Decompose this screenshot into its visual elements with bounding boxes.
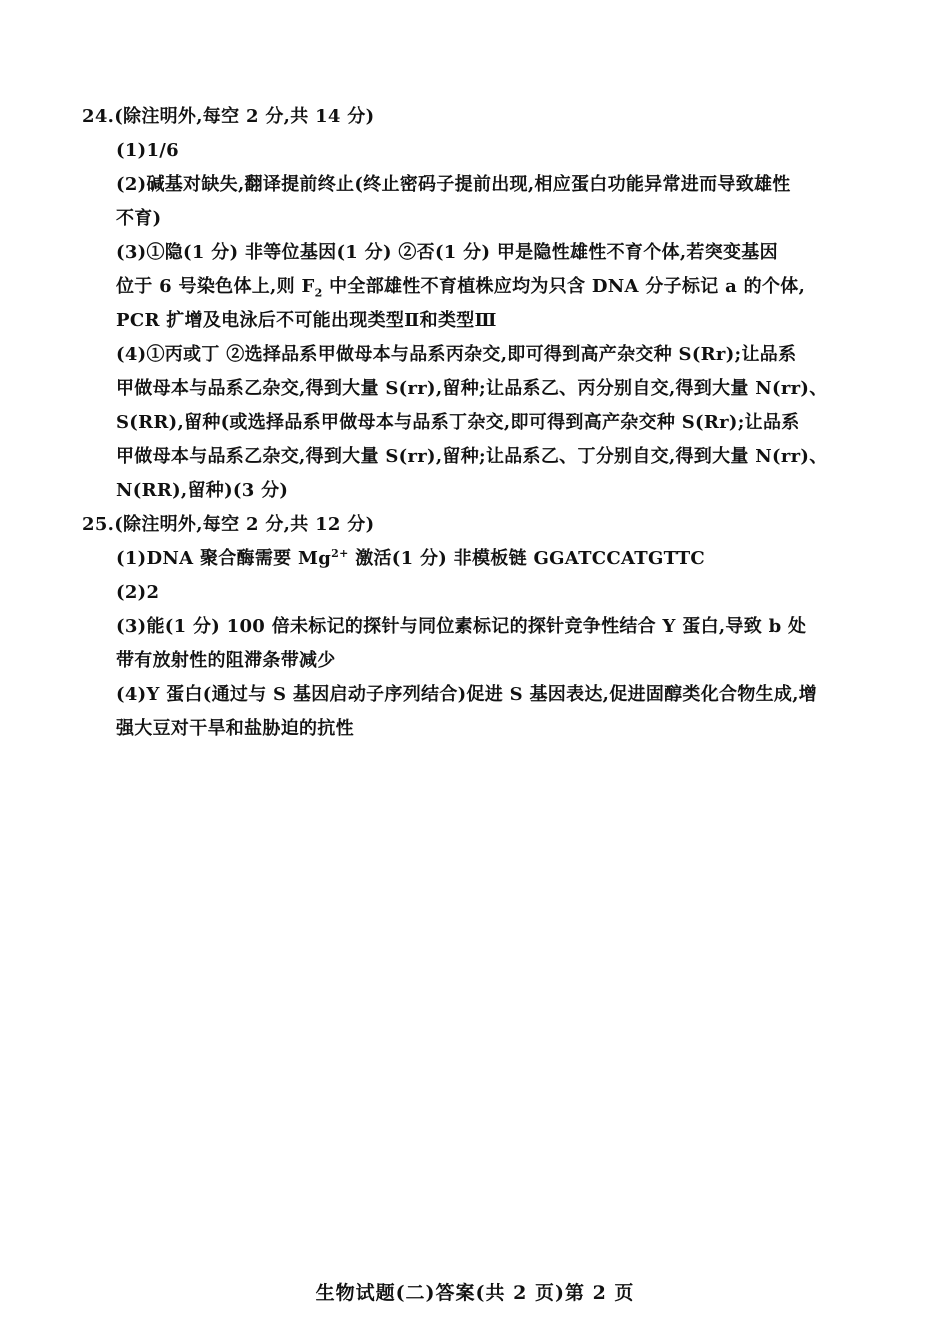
q25-answer-3-line-2: 带有放射性的阻滞条带减少 xyxy=(116,650,336,671)
q24-answer-2-line-2: 不育) xyxy=(116,208,162,229)
q24-answer-3-line-2-pre: 位于 6 号染色体上,则 F xyxy=(116,276,315,297)
q25-header: 25.(除注明外,每空 2 分,共 12 分) xyxy=(82,514,375,535)
answer-content xyxy=(82,100,860,746)
q24-answer-1: (1)1/6 xyxy=(116,140,179,161)
mg-superscript: 2+ xyxy=(331,547,349,560)
q25-answer-1-post: 激活(1 分) 非模板链 GGATCCATGTTC xyxy=(348,548,706,569)
q25-answer-4-line-2: 强大豆对干旱和盐胁迫的抗性 xyxy=(116,718,354,739)
q24-answer-4-line-3: S(RR),留种(或选择品系甲做母本与品系丁杂交,即可得到高产杂交种 S(Rr);让品系 xyxy=(116,412,800,433)
q25-answer-4-line-1: (4)Y 蛋白(通过与 S 基因启动子序列结合)促进 S 基因表达,促进固醇类化合物生成,增 xyxy=(116,684,818,705)
q24-answer-3-line-3: PCR 扩增及电泳后不可能出现类型Ⅱ和类型Ⅲ xyxy=(116,310,497,331)
q24-answer-4-line-5: N(RR),留种)(3 分) xyxy=(116,480,289,501)
q25-answer-1-pre: (1)DNA 聚合酶需要 Mg xyxy=(116,548,332,569)
q24-answer-4-line-4: 甲做母本与品系乙杂交,得到大量 S(rr),留种;让品系乙、丁分别自交,得到大量 N(rr)、 xyxy=(116,446,828,467)
q24-answer-3-line-1: (3)①隐(1 分) 非等位基因(1 分) ②否(1 分) 甲是隐性雄性不育个体,若突变基因 xyxy=(116,242,778,263)
q24-answer-3-line-2-post: 中全部雄性不育植株应均为只含 DNA 分子标记 a 的个体, xyxy=(322,276,806,297)
q24-answer-3-line-2 xyxy=(82,270,860,304)
q24-answer-2-line-1: (2)碱基对缺失,翻译提前终止(终止密码子提前出现,相应蛋白功能异常进而导致雄性 xyxy=(116,174,791,195)
q25-answer-3-line-1: (3)能(1 分) 100 倍未标记的探针与同位素标记的探针竞争性结合 Y 蛋白,导致 b 处 xyxy=(116,616,807,637)
page-footer: 生物试题(二)答案(共 2 页)第 2 页 xyxy=(315,1282,635,1304)
q25-answer-1 xyxy=(82,542,860,576)
q24-answer-4-line-1: (4)①丙或丁 ②选择品系甲做母本与品系丙杂交,即可得到高产杂交种 S(Rr);让品系 xyxy=(116,344,797,365)
f2-subscript: 2 xyxy=(314,286,323,300)
q24-answer-4-line-2: 甲做母本与品系乙杂交,得到大量 S(rr),留种;让品系乙、丙分别自交,得到大量 N(rr)、 xyxy=(116,378,828,399)
q25-answer-2: (2)2 xyxy=(116,582,160,603)
q24-header: 24.(除注明外,每空 2 分,共 14 分) xyxy=(82,106,375,127)
